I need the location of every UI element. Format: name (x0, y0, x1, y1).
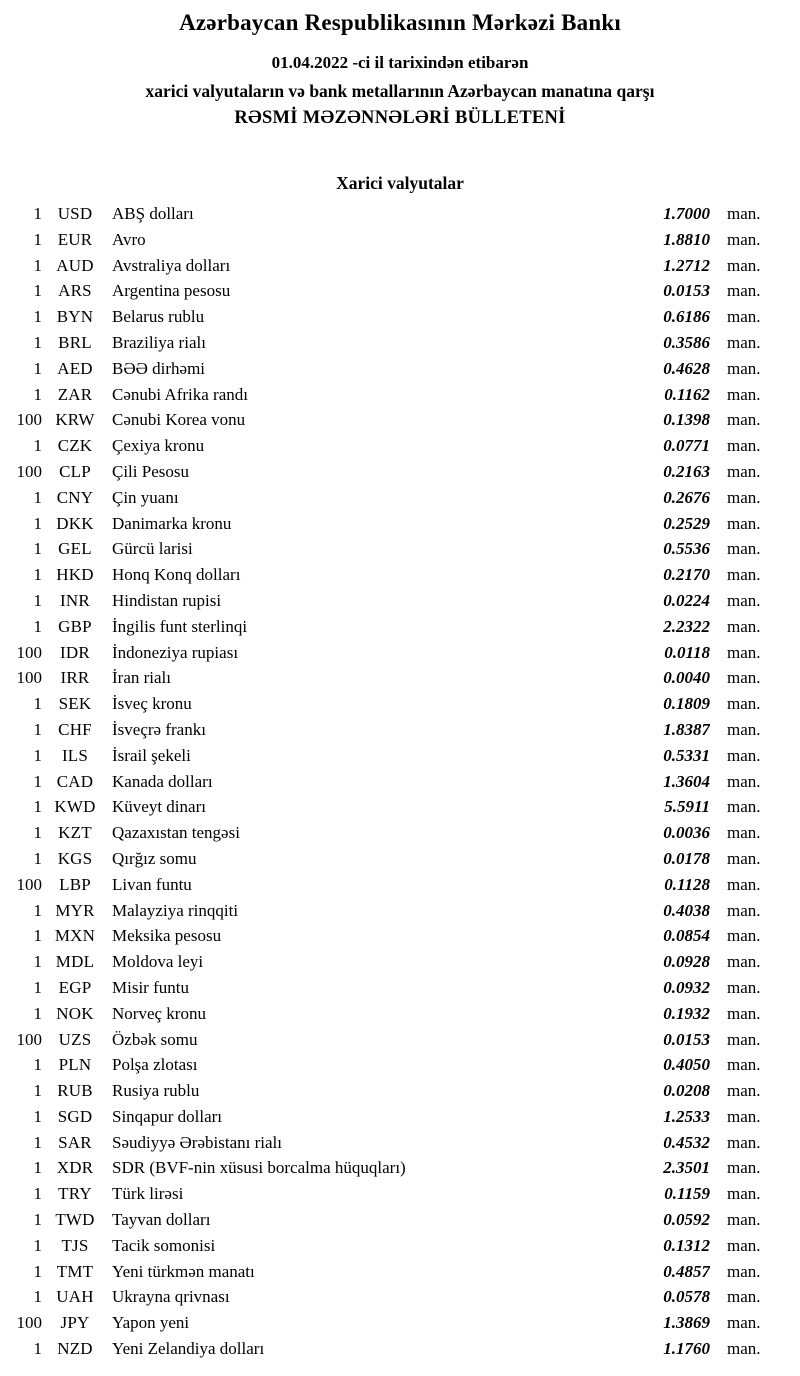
currency-quantity: 100 (16, 874, 42, 894)
currency-code: KZT (58, 823, 92, 843)
currency-quantity: 1 (33, 307, 42, 327)
currency-quantity: 1 (33, 1055, 42, 1075)
currency-name: İsrail şekeli (112, 745, 191, 765)
currency-rate: 0.2170 (663, 565, 710, 585)
currency-rate: 1.2712 (663, 255, 710, 275)
currency-unit: man. (727, 1235, 761, 1255)
currency-name: Misir funtu (112, 977, 189, 997)
currency-unit: man. (727, 255, 761, 275)
currency-quantity: 1 (33, 255, 42, 275)
currency-code: MYR (55, 900, 95, 920)
currency-code: KWD (54, 797, 96, 817)
bulletin-title: RƏSMİ MƏZƏNNƏLƏRİ BÜLLETENİ (234, 108, 566, 128)
currency-code: DKK (56, 513, 94, 533)
currency-rate: 0.1128 (664, 874, 710, 894)
currency-unit: man. (727, 668, 761, 688)
currency-quantity: 1 (33, 539, 42, 559)
currency-unit: man. (727, 487, 761, 507)
currency-unit: man. (727, 823, 761, 843)
currency-code: CZK (57, 436, 93, 456)
currency-rate: 0.4050 (663, 1055, 710, 1075)
currency-rate: 2.2322 (663, 616, 710, 636)
currency-name: Özbək somu (112, 1029, 198, 1049)
currency-rate: 0.1932 (663, 1003, 710, 1023)
currency-quantity: 1 (33, 281, 42, 301)
currency-rate: 0.0928 (663, 952, 710, 972)
currency-quantity: 1 (33, 1132, 42, 1152)
section-title-foreign-currencies: Xarici valyutalar (336, 173, 464, 193)
table-row (0, 820, 800, 846)
table-row (0, 975, 800, 1001)
currency-quantity: 1 (33, 771, 42, 791)
currency-rate: 0.0153 (663, 1029, 710, 1049)
currency-code: TRY (58, 1184, 92, 1204)
currency-code: GBP (58, 616, 92, 636)
currency-name: Honq Konq dolları (112, 565, 241, 585)
currency-name: Rusiya rublu (112, 1081, 200, 1101)
currency-rate: 0.4532 (663, 1132, 710, 1152)
currency-code: UAH (56, 1287, 94, 1307)
currency-quantity: 1 (33, 1261, 42, 1281)
currency-rate: 0.2529 (663, 513, 710, 533)
table-row (0, 278, 800, 304)
currency-quantity: 1 (33, 926, 42, 946)
table-row (0, 536, 800, 562)
currency-name: BƏƏ dirhəmi (112, 358, 206, 378)
currency-unit: man. (727, 204, 761, 223)
table-row (0, 1233, 800, 1259)
currency-name: İran rialı (112, 668, 171, 688)
table-row (0, 743, 800, 769)
currency-unit: man. (727, 694, 761, 714)
currency-unit: man. (727, 436, 761, 456)
table-row (0, 562, 800, 588)
currency-rate: 0.1159 (664, 1184, 710, 1204)
currency-rate: 0.0036 (663, 823, 710, 843)
currency-rate: 0.4038 (663, 900, 710, 920)
currency-rate: 0.0932 (663, 977, 710, 997)
currency-name: Yapon yeni (112, 1313, 190, 1333)
currency-name: İndoneziya rupiası (112, 642, 239, 662)
currency-code: TJS (61, 1235, 89, 1255)
currency-code: AED (57, 358, 93, 378)
currency-quantity: 100 (16, 461, 42, 481)
currency-quantity: 1 (33, 1184, 42, 1204)
currency-unit: man. (727, 384, 761, 404)
table-row (0, 1078, 800, 1104)
currency-unit: man. (727, 874, 761, 894)
currency-name: Çin yuanı (112, 487, 179, 507)
table-row (0, 872, 800, 898)
currency-unit: man. (727, 745, 761, 765)
currency-rate: 1.2533 (663, 1106, 710, 1126)
table-row (0, 1310, 800, 1336)
currency-name: Yeni Zelandiya dolları (112, 1339, 265, 1359)
currency-name: Kanada dolları (112, 771, 213, 791)
table-row (0, 1104, 800, 1130)
table-row (0, 769, 800, 795)
currency-unit: man. (727, 926, 761, 946)
currency-quantity: 1 (33, 1081, 42, 1101)
currency-name: Norveç kronu (112, 1003, 206, 1023)
currency-rate: 0.2676 (663, 487, 710, 507)
currency-quantity: 1 (33, 358, 42, 378)
currency-quantity: 1 (33, 332, 42, 352)
currency-code: CNY (56, 487, 94, 507)
currency-code: MXN (54, 926, 96, 946)
currency-quantity: 1 (33, 204, 42, 223)
currency-code: ILS (61, 745, 89, 765)
currency-unit: man. (727, 410, 761, 430)
currency-code: ARS (58, 281, 92, 301)
currency-quantity: 100 (16, 1029, 42, 1049)
currency-quantity: 1 (33, 848, 42, 868)
currency-name: İngilis funt sterlinqi (112, 616, 248, 636)
currency-quantity: 1 (33, 513, 42, 533)
currency-unit: man. (727, 1132, 761, 1152)
currency-unit: man. (727, 642, 761, 662)
currency-code: TMT (56, 1261, 94, 1281)
currency-code: KRW (55, 410, 95, 430)
currency-rate: 2.3501 (663, 1158, 710, 1178)
currency-code: GEL (58, 539, 92, 559)
currency-quantity: 1 (33, 694, 42, 714)
table-row (0, 459, 800, 485)
currency-name: Cənubi Afrika randı (112, 384, 248, 404)
currency-unit: man. (727, 848, 761, 868)
currency-name: Sinqapur dolları (112, 1106, 223, 1126)
currency-code: NZD (57, 1339, 93, 1359)
table-row (0, 691, 800, 717)
currency-code: CAD (56, 771, 94, 791)
currency-quantity: 1 (33, 719, 42, 739)
currency-code: CLP (59, 461, 91, 481)
currency-rate: 0.4628 (663, 358, 710, 378)
table-row (0, 382, 800, 408)
currency-unit: man. (727, 1313, 761, 1333)
currency-unit: man. (727, 1003, 761, 1023)
currency-code: HKD (56, 565, 94, 585)
currency-rate: 0.1312 (663, 1235, 710, 1255)
currency-rate: 0.2163 (663, 461, 710, 481)
currency-name: Gürcü larisi (112, 539, 193, 559)
currency-quantity: 1 (33, 1339, 42, 1359)
currency-quantity: 1 (33, 229, 42, 249)
currency-unit: man. (727, 616, 761, 636)
currency-name: Belarus rublu (112, 307, 205, 327)
currency-quantity: 1 (33, 952, 42, 972)
currency-unit: man. (727, 590, 761, 610)
currency-unit: man. (727, 1339, 761, 1359)
table-row (0, 898, 800, 924)
currency-quantity: 100 (16, 642, 42, 662)
currency-quantity: 1 (33, 797, 42, 817)
currency-code: KGS (57, 848, 93, 868)
currency-rate: 0.5536 (663, 539, 710, 559)
currency-code: UZS (58, 1029, 92, 1049)
currency-name: Qırğız somu (112, 848, 197, 868)
currency-rate: 0.0118 (664, 642, 710, 662)
currency-unit: man. (727, 1158, 761, 1178)
currency-unit: man. (727, 719, 761, 739)
currency-code: SGD (57, 1106, 93, 1126)
table-row (0, 433, 800, 459)
currency-name: Tacik somonisi (112, 1235, 216, 1255)
currency-unit: man. (727, 461, 761, 481)
currency-rate: 0.1398 (663, 410, 710, 430)
table-row (0, 485, 800, 511)
currency-quantity: 100 (16, 668, 42, 688)
currency-code: IRR (60, 668, 90, 688)
currency-quantity: 100 (16, 1313, 42, 1333)
currency-rate: 1.1760 (663, 1339, 710, 1359)
currency-rate: 0.0178 (663, 848, 710, 868)
table-row (0, 846, 800, 872)
currency-code: USD (57, 204, 93, 223)
currency-code: JPY (60, 1313, 90, 1333)
currency-rate: 0.0224 (663, 590, 710, 610)
currency-unit: man. (727, 539, 761, 559)
currency-rate: 0.0854 (663, 926, 710, 946)
currency-rate: 5.5911 (664, 797, 710, 817)
currency-name: Çexiya kronu (112, 436, 205, 456)
table-row (0, 1130, 800, 1156)
currency-quantity: 1 (33, 1158, 42, 1178)
currency-code: BRL (58, 332, 92, 352)
currency-name: Səudiyyə Ərəbistanı rialı (112, 1132, 282, 1152)
rates-table (0, 201, 800, 1362)
currency-name: Qazaxıstan tengəsi (112, 823, 240, 843)
currency-name: Türk lirəsi (112, 1184, 184, 1204)
currency-unit: man. (727, 977, 761, 997)
currency-code: BYN (56, 307, 94, 327)
currency-unit: man. (727, 281, 761, 301)
currency-unit: man. (727, 900, 761, 920)
currency-unit: man. (727, 358, 761, 378)
currency-rate: 0.0771 (663, 436, 710, 456)
table-row (0, 640, 800, 666)
currency-unit: man. (727, 513, 761, 533)
currency-name: Tayvan dolları (112, 1210, 211, 1230)
currency-unit: man. (727, 1081, 761, 1101)
currency-quantity: 1 (33, 436, 42, 456)
bank-name-title: Azərbaycan Respublikasının Mərkəzi Bankı (179, 10, 621, 35)
currency-name: Avstraliya dolları (112, 255, 231, 275)
table-row (0, 511, 800, 537)
currency-name: Argentina pesosu (112, 281, 231, 301)
table-row (0, 330, 800, 356)
table-row (0, 407, 800, 433)
currency-code: INR (60, 590, 90, 610)
table-row (0, 949, 800, 975)
currency-name: İsveç kronu (112, 694, 192, 714)
currency-code: SAR (58, 1132, 92, 1152)
currency-name: Livan funtu (112, 874, 192, 894)
currency-name: Danimarka kronu (112, 513, 232, 533)
currency-unit: man. (727, 797, 761, 817)
document-header (0, 0, 800, 130)
currency-name: Çili Pesosu (112, 461, 189, 481)
currency-rate: 0.0592 (663, 1210, 710, 1230)
currency-code: SEK (58, 694, 92, 714)
currency-code: EGP (58, 977, 92, 997)
currency-name: Meksika pesosu (112, 926, 222, 946)
currency-unit: man. (727, 1287, 761, 1307)
currency-name: Cənubi Korea vonu (112, 410, 246, 430)
currency-name: Avro (112, 229, 146, 249)
table-row (0, 614, 800, 640)
currency-quantity: 100 (16, 410, 42, 430)
table-row (0, 356, 800, 382)
currency-quantity: 1 (33, 1210, 42, 1230)
table-row (0, 1284, 800, 1310)
currency-name: Moldova leyi (112, 952, 204, 972)
currency-rate: 1.7000 (663, 204, 710, 223)
currency-unit: man. (727, 952, 761, 972)
currency-name: Malayziya rinqqiti (112, 900, 239, 920)
currency-rate: 0.4857 (663, 1261, 710, 1281)
currency-name: Küveyt dinarı (112, 797, 206, 817)
currency-rate: 0.5331 (663, 745, 710, 765)
currency-unit: man. (727, 1184, 761, 1204)
currency-quantity: 1 (33, 590, 42, 610)
table-row (0, 1181, 800, 1207)
table-row (0, 1027, 800, 1053)
currency-name: İsveçrə frankı (112, 719, 206, 739)
table-row (0, 1259, 800, 1285)
currency-code: RUB (57, 1081, 93, 1101)
effective-date-line: 01.04.2022 -ci il tarixindən etibarən (271, 53, 529, 72)
currency-code: IDR (60, 642, 90, 662)
currency-unit: man. (727, 565, 761, 585)
table-row (0, 1155, 800, 1181)
currency-name: Hindistan rupisi (112, 590, 222, 610)
table-row (0, 1336, 800, 1362)
currency-name: SDR (BVF-nin xüsusi borcalma hüquqları) (112, 1158, 406, 1178)
currency-quantity: 1 (33, 900, 42, 920)
currency-unit: man. (727, 1055, 761, 1075)
currency-code: MDL (55, 952, 95, 972)
currency-unit: man. (727, 1261, 761, 1281)
table-row (0, 794, 800, 820)
currency-rate: 0.1162 (664, 384, 710, 404)
currency-code: ZAR (57, 384, 93, 404)
currency-rate: 1.3604 (663, 771, 710, 791)
table-row (0, 1052, 800, 1078)
currency-name: Ukrayna qrivnası (112, 1287, 230, 1307)
currency-rate: 0.0208 (663, 1081, 710, 1101)
currency-code: NOK (56, 1003, 94, 1023)
table-row (0, 201, 800, 227)
currency-name: Yeni türkmən manatı (112, 1261, 255, 1281)
currency-code: CHF (58, 719, 92, 739)
currency-rate: 0.6186 (663, 307, 710, 327)
table-row (0, 227, 800, 253)
currency-rate: 1.3869 (663, 1313, 710, 1333)
currency-name: ABŞ dolları (112, 204, 194, 223)
currency-quantity: 1 (33, 565, 42, 585)
currency-quantity: 1 (33, 977, 42, 997)
currency-code: PLN (58, 1055, 92, 1075)
currency-unit: man. (727, 229, 761, 249)
table-row (0, 923, 800, 949)
currency-rate: 0.1809 (663, 694, 710, 714)
currency-rate: 0.0578 (663, 1287, 710, 1307)
currency-unit: man. (727, 307, 761, 327)
currency-code: AUD (56, 255, 94, 275)
table-row (0, 1207, 800, 1233)
currency-code: XDR (56, 1158, 94, 1178)
currency-rate: 0.0153 (663, 281, 710, 301)
table-row (0, 1001, 800, 1027)
table-row (0, 588, 800, 614)
table-row (0, 304, 800, 330)
table-row (0, 717, 800, 743)
currency-name: Polşa zlotası (112, 1055, 198, 1075)
currency-quantity: 1 (33, 616, 42, 636)
table-row (0, 253, 800, 279)
currency-rate: 0.3586 (663, 332, 710, 352)
currency-rate: 1.8810 (663, 229, 710, 249)
currency-quantity: 1 (33, 1106, 42, 1126)
currency-rate: 0.0040 (663, 668, 710, 688)
currency-quantity: 1 (33, 1287, 42, 1307)
currency-quantity: 1 (33, 487, 42, 507)
currency-unit: man. (727, 771, 761, 791)
currency-code: LBP (59, 874, 91, 894)
currency-quantity: 1 (33, 823, 42, 843)
currency-quantity: 1 (33, 1003, 42, 1023)
currency-quantity: 1 (33, 745, 42, 765)
currency-code: EUR (57, 229, 93, 249)
currency-unit: man. (727, 1106, 761, 1126)
table-row (0, 665, 800, 691)
currency-quantity: 1 (33, 1235, 42, 1255)
currency-unit: man. (727, 332, 761, 352)
currency-quantity: 1 (33, 384, 42, 404)
currency-code: TWD (55, 1210, 95, 1230)
currency-unit: man. (727, 1029, 761, 1049)
currency-name: Braziliya rialı (112, 332, 206, 352)
currency-rate: 1.8387 (663, 719, 710, 739)
currency-unit: man. (727, 1210, 761, 1230)
subject-line: xarici valyutaların və bank metallarının Azərbaycan manatına qarşı (145, 81, 655, 101)
